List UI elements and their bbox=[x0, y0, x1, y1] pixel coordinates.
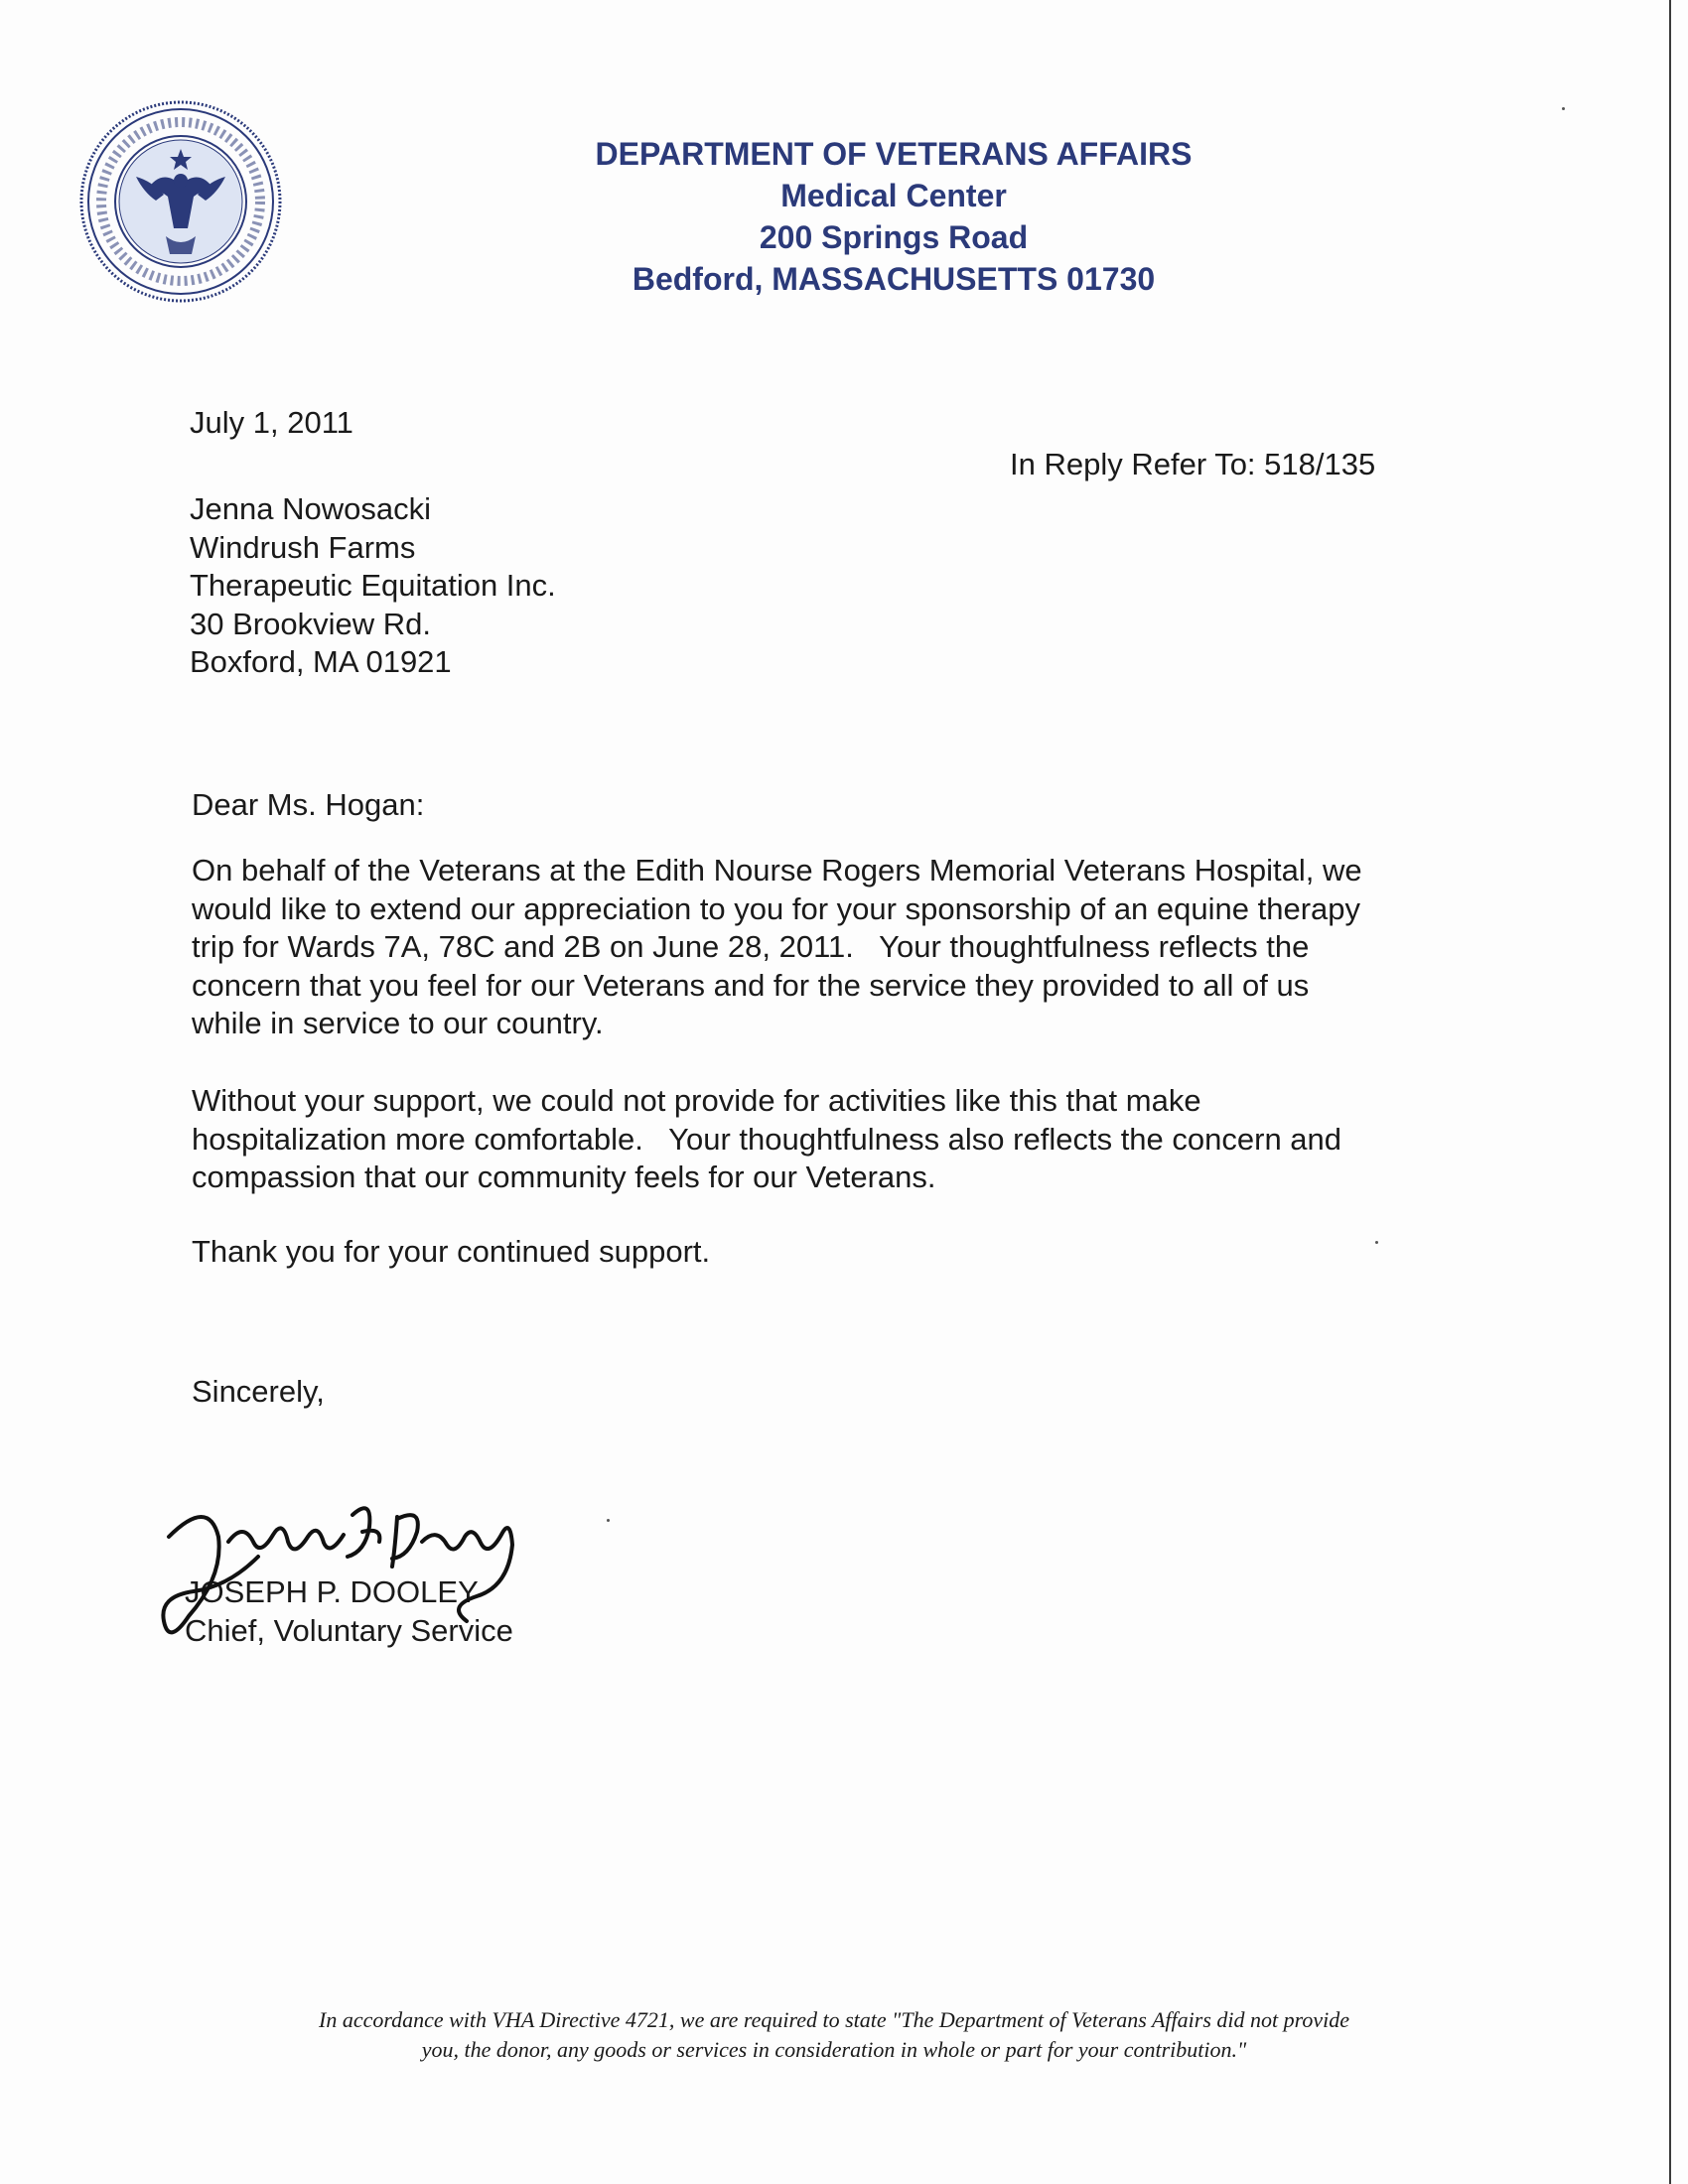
body-line: would like to extend our appreciation to you for your sponsorship of an equine therapy bbox=[192, 890, 1361, 926]
disclaimer-line-2: you, the donor, any goods or services in consideration in whole or part for your contribution." bbox=[421, 2037, 1247, 2062]
scan-edge-line bbox=[1669, 0, 1671, 2184]
signer-title: Chief, Voluntary Service bbox=[185, 1612, 513, 1648]
disclaimer-line-1: In accordance with VHA Directive 4721, we are required to state "The Department of Veterans Affairs did not provide bbox=[319, 2007, 1349, 2032]
recipient-line2: Windrush Farms bbox=[190, 529, 416, 565]
body-line: Without your support, we could not provide for activities like this that make bbox=[192, 1083, 1201, 1118]
organization-name: DEPARTMENT OF VETERANS AFFAIRS bbox=[595, 136, 1193, 172]
body-paragraph-1 bbox=[192, 852, 1362, 1043]
donation-disclaimer bbox=[159, 2005, 1509, 2065]
recipient-name: Jenna Nowosacki bbox=[190, 491, 431, 526]
body-line: compassion that our community feels for our Veterans. bbox=[192, 1160, 936, 1194]
reply-reference: In Reply Refer To: 518/135 bbox=[1010, 447, 1376, 481]
facility-city: Bedford, MASSACHUSETTS 01730 bbox=[632, 261, 1156, 297]
letterhead bbox=[556, 133, 1231, 300]
body-line: while in service to our country. bbox=[192, 1006, 604, 1040]
body-paragraph-2 bbox=[192, 1082, 1341, 1197]
scan-speck bbox=[1562, 107, 1565, 110]
body-paragraph-3 bbox=[192, 1233, 710, 1272]
handwritten-signature bbox=[149, 1497, 546, 1656]
closing: Sincerely, bbox=[192, 1374, 325, 1409]
body-line: On behalf of the Veterans at the Edith Nourse Rogers Memorial Veterans Hospital, we bbox=[192, 853, 1362, 887]
body-line: concern that you feel for our Veterans and for the service they provided to all of us bbox=[192, 967, 1310, 1003]
recipient-street: 30 Brookview Rd. bbox=[190, 606, 431, 641]
facility-street: 200 Springs Road bbox=[759, 219, 1029, 255]
body-line: hospitalization more comfortable. Your thoughtfulness also reflects the concern and bbox=[192, 1121, 1342, 1157]
recipient-line3: Therapeutic Equitation Inc. bbox=[190, 568, 556, 603]
scan-speck bbox=[607, 1519, 610, 1522]
salutation: Dear Ms. Hogan: bbox=[192, 787, 425, 822]
va-seal-icon bbox=[76, 97, 285, 306]
recipient-city: Boxford, MA 01921 bbox=[190, 644, 452, 679]
signer-name: JOSEPH P. DOOLEY bbox=[185, 1574, 479, 1609]
letter-date: July 1, 2011 bbox=[190, 405, 353, 440]
recipient-address bbox=[190, 490, 556, 682]
body-line: trip for Wards 7A, 78C and 2B on June 28, 2011. Your thoughtfulness reflects the bbox=[192, 929, 1310, 964]
scan-speck bbox=[1375, 1241, 1378, 1244]
body-line: Thank you for your continued support. bbox=[192, 1234, 711, 1269]
facility-name: Medical Center bbox=[780, 178, 1007, 213]
